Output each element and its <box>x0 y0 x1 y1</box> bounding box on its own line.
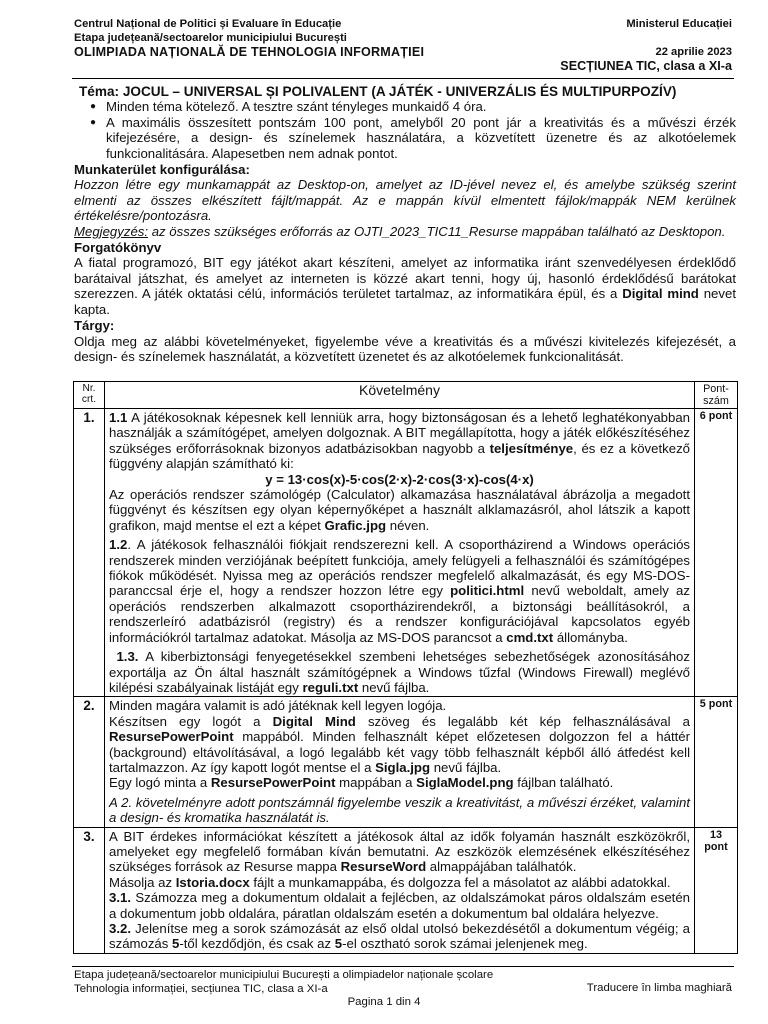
req-id: 1.3. <box>116 649 139 665</box>
header-divider <box>72 78 734 79</box>
req-text: Másolja az <box>109 874 176 890</box>
req-text: néven. <box>386 517 430 533</box>
row-number: 1. <box>74 409 105 697</box>
footer-stage: Etapa județeană/sectoarelor municipiului București a olimpiadelor naționale școlare <box>74 969 494 981</box>
header-stage: Etapa județeană/sectoarelor municipiului București <box>74 32 347 44</box>
req-id: 1.2 <box>109 537 128 553</box>
req-1-1 <box>109 410 690 472</box>
req-text: szöveg és legalább két kép felhasználásával a <box>355 713 690 729</box>
footer-subject: Tehnologia informației, secțiunea TIC, clasa a XI-a <box>74 983 328 995</box>
req-text: mappából. Minden felhasznált képet előzetesen dolgozzon fel a háttér (background) eltávolításával, a logó legalább két vagy több felhasznált képből álló átfedést kell tartalmazzon. Az így kapott logót mentse el a <box>109 729 690 775</box>
footer-left <box>74 968 493 996</box>
rule-item: ● A maximális összesített pontszám 100 pont, amelyből 20 pont jár a kreativitás és a művészi érzék kifejezésére, a design- és színelemek használatára, a közvetített üzenetre és az alkotóelemek funkcionalitására. Alapesetben nem adnak pontot. <box>106 115 736 161</box>
subject-text: Oldja meg az alábbi követelményeket, figyelembe véve a kreativitás és a művészi kivitelezés kifejezését, a design- és színelemek használatát, a közvetített üzenetet és az alkotóelemek funkcionalitását. <box>74 333 736 364</box>
req-text: . A játékosok felhasználói fiókjait rendszerezni kell. A csoportházirend a Windows operációs rendszerek minden verziójának beépített funkciója, amely felügyeli a felhasználói és számítógépes fiókok működését. Nyissa meg az operációs rendszer megfelelő alkalmazását, és egy MS-DOS-paranccsal érje el, hogy a rendszer hozzon létre egy <box>109 537 690 599</box>
function-formula: y = 13·cos(x)-5·cos(2·x)-2·cos(3·x)-cos(4·x) <box>265 471 534 487</box>
requirement-cell <box>105 409 695 697</box>
file-name: Istoria.docx <box>175 874 250 890</box>
requirement-cell <box>105 827 695 953</box>
req-text: , és ez a következő függvény alapján számítható ki: <box>109 440 690 472</box>
req-text: nevű fájlba. <box>358 679 430 695</box>
col-header-nr: Nr. crt. <box>74 382 105 409</box>
note-label: Megjegyzés: <box>74 223 149 239</box>
header-ministry: Ministerul Educației <box>626 18 732 30</box>
folder-name: ResursePowerPoint <box>109 729 234 745</box>
req-text: Az operációs rendszer számológép (Calculator) alkamazása használatával ábrázolja a megadott függvényt és készítsen egy olyan képernyőképet a használt alklamazásról, ahol látszik a kapott grafikon, majd mentse el ezt a képet <box>109 487 690 533</box>
req-2-sample <box>109 775 690 790</box>
table-header-row <box>74 382 738 409</box>
logo-text: Digital Mind <box>272 713 356 729</box>
scenario-text-part: A fiatal programozó, BIT egy játékot akart készíteni, amelyet az informatika iránt szenvedélyesen érdeklődő barátaival játszhat, és amelyet az interneten is közzé akart tenni, hogy új, hasonló érdeklődésű barátokat szerezzen. A játék oktatási célú, információs területet tartalmaz, az informatikára épül, és a <box>74 255 736 302</box>
workspace-heading: Munkaterület konfigurálása: <box>74 162 250 178</box>
req-3-1 <box>109 890 690 921</box>
header-left <box>74 17 424 59</box>
req-3-copy <box>109 875 690 890</box>
table-row <box>74 697 738 827</box>
col-header-points: Pont-szám <box>695 382 738 409</box>
req-number: 5 <box>334 936 343 952</box>
file-name: Sigla.jpg <box>375 759 431 775</box>
req-2-intro: Minden magára valamit is adó játéknak kell legyen logója. <box>109 698 447 714</box>
footer-translation: Traducere în limba maghiară <box>586 982 732 994</box>
scenario-text-part: nevet kapta. <box>74 286 736 317</box>
req-text: almappájában találhatók. <box>426 859 577 875</box>
file-name: cmd.txt <box>506 629 554 645</box>
header-right <box>560 17 732 73</box>
note-paragraph <box>74 224 736 239</box>
req-2-note: A 2. követelményre adott pontszámnál figyelembe veszik a kreativitást, a művészi érzéket, valamint a design- és kromatika használatát is. <box>109 794 690 826</box>
req-text: -től kezdődjön, és csak az <box>179 936 335 952</box>
points-cell: 13 pont <box>695 827 738 953</box>
folder-name: ResursePowerPoint <box>210 775 336 791</box>
req-text: Egy logó minta a <box>109 775 211 791</box>
note-text: az összes szükséges erőforrás az OJTI_2023_TIC11_Resurse mappában található az Desktopon. <box>148 223 726 239</box>
points-cell: 6 pont <box>695 409 738 697</box>
req-text: mappában a <box>335 775 417 791</box>
intro-section <box>74 84 736 364</box>
req-2-task <box>109 714 690 776</box>
req-text: nevű weboldalt, amely az operációs rendszerben alkalmazott csoportházirendekről, a biztonsági beállításokról, a rendszerleíró adatbázisról (registry) és a rendszer konfigurációjával kapcsolatos egyéb információkról tartalmaz adatokat. Másolja az MS-DOS parancsot a <box>109 583 690 645</box>
scenario-heading: Forgatókönyv <box>74 240 162 256</box>
col-header-requirement: Követelmény <box>105 382 695 409</box>
rules-list <box>74 99 736 161</box>
req-text: nevű fájlba. <box>430 759 502 775</box>
footer-divider <box>72 966 734 967</box>
req-text: Készítsen egy logót a <box>109 713 273 729</box>
header-section: SECȚIUNEA TIC, clasa a XI-a <box>560 59 732 73</box>
req-1-3 <box>109 649 690 695</box>
req-text: fájlt a munkamappába, és dolgozza fel a másolatot az alábbi adatokkal. <box>249 874 671 890</box>
req-id: 3.1. <box>109 890 131 906</box>
table-row <box>74 409 738 697</box>
req-id: 3.2. <box>109 921 131 936</box>
req-3-intro <box>109 829 690 875</box>
req-1-2 <box>109 537 690 645</box>
points-cell: 5 pont <box>695 697 738 827</box>
req-1-1-task <box>109 487 690 533</box>
theme-title: Téma: JOCUL – UNIVERSAL ȘI POLIVALENT (A JÁTÉK - UNIVERZÁLIS ÉS MULTIPURPOZÍV) <box>79 84 677 99</box>
req-text: A BIT érdekes információkat készített a játékosok által az idők folyamán használt eszközökről, amelyeket egy megfelelő formában kíván bemutatni. Az eszközök elemzésének elkészítéséhez szükséges források az Resurse mappa <box>109 828 690 875</box>
folder-name: ResurseWord <box>340 859 427 875</box>
game-name: Digital mind <box>622 286 699 302</box>
file-name: SiglaModel.png <box>416 775 514 791</box>
header-institution: Centrul Național de Politici și Evaluare în Educație <box>74 18 342 30</box>
table-row <box>74 827 738 953</box>
req-text: A kiberbiztonsági fenyegetésekkel szembeni lehetséges sebezhetőségek azonosításához exportálja az Ön által használt számítógépnek a Windows tűzfal (Windows Firewall) meglévő kilépési szabályainak listáját egy <box>109 649 690 695</box>
req-text: fájlban található. <box>513 775 614 791</box>
req-id: 1.1 <box>109 410 128 425</box>
workspace-text: Hozzon létre egy munkamappát az Desktop-on, amelyet az ID-jével nevez el, és amelybe szükség szerint elmenti az összes elkészített fájlt/mappát. Az e mappán kívül elmentett fájlok/mappák NEM kerülnek értékelésre/pontozásra. <box>74 177 736 224</box>
header-date: 22 aprilie 2023 <box>655 46 732 58</box>
req-number: 5 <box>172 936 180 952</box>
header-olympiad-title: OLIMPIADA NAȚIONALĂ DE TEHNOLOGIA INFORMAȚIEI <box>74 45 425 59</box>
row-number: 2. <box>74 697 105 827</box>
file-name: Grafic.jpg <box>324 517 387 533</box>
req-3-2 <box>109 921 690 952</box>
rule-item: ● Minden téma kötelező. A tesztre szánt tényleges munkaidő 4 óra. <box>106 99 736 114</box>
file-name: reguli.txt <box>302 679 359 695</box>
file-name: politici.html <box>450 583 525 599</box>
subject-heading: Tárgy: <box>74 318 115 334</box>
row-number: 3. <box>74 827 105 953</box>
req-text: Számozza meg a dokumentum oldalait a fejlécben, az oldalszámokat páros oldalszám esetén a dokumentum jobb oldalára, páratlan oldalszám esetén a dokumentum bal oldalára helyezve. <box>109 890 690 921</box>
page-number: Pagina 1 din 4 <box>347 996 421 1008</box>
req-text: -el osztható sorok számai jelenjenek meg. <box>342 936 588 952</box>
scenario-text <box>74 255 736 317</box>
req-keyword: teljesítménye <box>489 440 574 456</box>
req-text: A játékosoknak képesnek kell lenniük arra, hogy biztonságosan és a lehető leghatékonyabban használják a számítógépet, amelyen dolgoznak. A BIT megállapította, hogy a játék előkészítéséhez szükséges erőforrásoknak bizonyos adatbázisokban nagyobb a <box>109 410 690 456</box>
req-text: állományba. <box>553 629 628 645</box>
requirements-table <box>73 381 738 954</box>
req-text: Jelenítse meg a sorok számozását az első oldal utolsó bekezdésétől a dokumentum végéig; a számozás <box>109 921 690 952</box>
requirement-cell <box>105 697 695 827</box>
